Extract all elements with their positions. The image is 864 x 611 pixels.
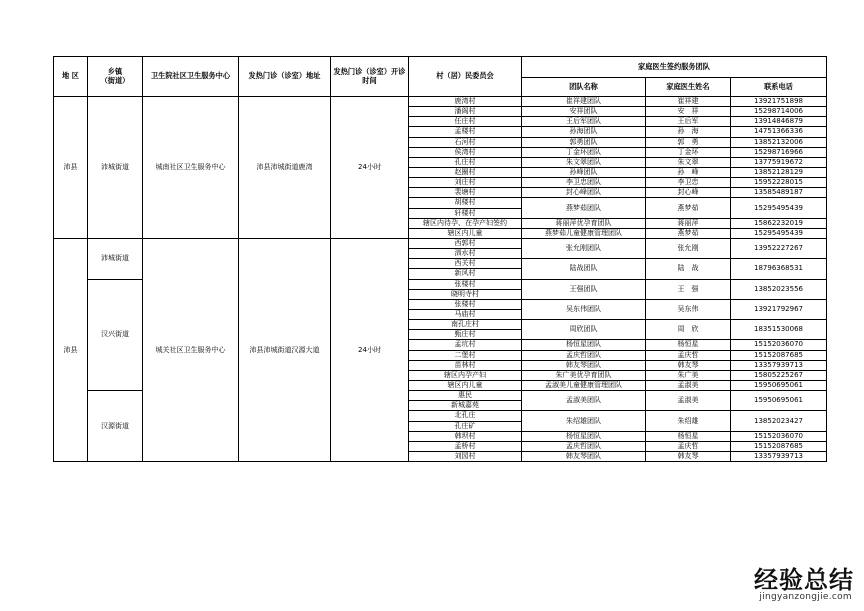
team-cell: 王强团队 [522,279,646,299]
center-cell: 城南社区卫生服务中心 [143,97,239,239]
phone-cell: 15152087685 [731,441,827,451]
village-cell: 任庄村 [409,117,522,127]
doctor-cell: 燕梦茹 [646,228,731,238]
phone-cell: 15950695061 [731,391,827,411]
phone-cell: 13775919672 [731,157,827,167]
phone-cell: 13921751898 [731,97,827,107]
doctor-cell: 杨恒星 [646,340,731,350]
village-cell: 侯湾村 [409,147,522,157]
doctor-cell: 孟庆哲 [646,350,731,360]
team-cell: 孙峰团队 [522,167,646,177]
team-cell: 韩友琴团队 [522,451,646,461]
header-clinic-hours: 发热门诊（诊室）开诊时间 [331,57,409,97]
team-cell: 朱文翠团队 [522,157,646,167]
phone-cell: 14751366336 [731,127,827,137]
village-cell: 赵圈村 [409,167,522,177]
team-cell: 封心峰团队 [522,188,646,198]
phone-cell: 13852023556 [731,279,827,299]
village-cell: 辖区内儿童 [409,380,522,390]
doctor-cell: 李卫忠 [646,178,731,188]
doctor-cell: 王 强 [646,279,731,299]
phone-cell: 13952227267 [731,238,827,258]
address-cell: 沛县沛城街道鹿湾 [239,97,331,239]
village-cell: 晓明寺村 [409,289,522,299]
header-region: 地 区 [54,57,88,97]
team-cell: 张允刚团队 [522,238,646,258]
doctor-cell: 孙 海 [646,127,731,137]
team-cell: 杨恒星团队 [522,431,646,441]
doctor-cell: 朱绍雄 [646,411,731,431]
team-cell: 朱广美优孕育团队 [522,370,646,380]
phone-cell: 18351530068 [731,320,827,340]
family-doctor-table [53,56,827,462]
village-cell: 刘园村 [409,451,522,461]
table-row [54,238,827,248]
doctor-cell: 孟淑美 [646,391,731,411]
watermark-url: jingyanzongjie.com [759,592,852,602]
phone-cell: 13852128129 [731,167,827,177]
address-cell: 沛县沛城街道汉源大道 [239,238,331,461]
team-cell: 郭勇团队 [522,137,646,147]
village-cell: 马庙村 [409,309,522,319]
phone-cell: 15952228015 [731,178,827,188]
table-row [54,97,827,107]
village-cell: 裴塘村 [409,188,522,198]
team-cell: 孙海团队 [522,127,646,137]
village-cell: 鹿湾村 [409,97,522,107]
doctor-cell: 丁金环 [646,147,731,157]
team-cell: 韩友琴团队 [522,360,646,370]
village-cell: 孔庄村 [409,157,522,167]
village-cell: 辖区内儿童 [409,228,522,238]
village-cell: 石河村 [409,137,522,147]
phone-cell: 13852132006 [731,137,827,147]
village-cell: 刘庄村 [409,178,522,188]
team-cell: 孟庆哲团队 [522,441,646,451]
doctor-cell: 郭 勇 [646,137,731,147]
village-cell: 二堡村 [409,350,522,360]
doctor-cell: 安 祥 [646,107,731,117]
village-cell: 孟楼村 [409,127,522,137]
village-cell: 胡楼村 [409,198,522,208]
village-cell: 苗林村 [409,360,522,370]
doctor-cell: 陆 战 [646,259,731,279]
township-cell: 汉源街道 [88,391,143,462]
village-cell: 南孔庄村 [409,320,522,330]
team-cell: 孟淑美团队 [522,391,646,411]
doctor-cell: 孟淑美 [646,380,731,390]
phone-cell: 15152036070 [731,340,827,350]
village-cell: 张楼村 [409,279,522,289]
team-cell: 陆战团队 [522,259,646,279]
village-cell: 泗水村 [409,249,522,259]
village-cell: 辖区内孕产妇 [409,370,522,380]
header-phone: 联系电话 [731,78,827,97]
header-doctor-name: 家庭医生姓名 [646,78,731,97]
center-cell: 城关社区卫生服务中心 [143,238,239,461]
doctor-cell: 朱文翠 [646,157,731,167]
village-cell: 孟桥村 [409,441,522,451]
township-cell: 沛城街道 [88,97,143,239]
doctor-cell: 张允刚 [646,238,731,258]
doctor-cell: 周 欣 [646,320,731,340]
phone-cell: 15298716966 [731,147,827,157]
team-cell: 安祥团队 [522,107,646,117]
team-cell: 李卫忠团队 [522,178,646,188]
team-cell: 燕梦茹团队 [522,198,646,218]
phone-cell: 15862232019 [731,218,827,228]
township-cell: 汉兴街道 [88,279,143,391]
phone-cell: 15295495439 [731,198,827,218]
doctor-cell: 崔祥建 [646,97,731,107]
village-cell: 轩楼村 [409,208,522,218]
doctor-cell: 孙 峰 [646,167,731,177]
header-clinic-address: 发热门诊（诊室）地址 [239,57,331,97]
village-cell: 孟坑村 [409,340,522,350]
watermark-title: 经验总结 [754,566,854,594]
doctor-cell: 杨恒星 [646,431,731,441]
village-cell: 新城嘉苑 [409,401,522,411]
region-cell: 沛县 [54,97,88,239]
phone-cell: 13585489187 [731,188,827,198]
team-cell: 崔祥建团队 [522,97,646,107]
team-cell: 孟庆哲团队 [522,350,646,360]
doctor-cell: 韩友琴 [646,451,731,461]
phone-cell: 13357939713 [731,360,827,370]
phone-cell: 18796368531 [731,259,827,279]
doctor-cell: 韩友琴 [646,360,731,370]
phone-cell: 15152036070 [731,431,827,441]
team-cell: 孟淑美儿童健康管理团队 [522,380,646,390]
team-cell: 蒋丽萍优孕育团队 [522,218,646,228]
region-cell: 沛县 [54,238,88,461]
village-cell: 惠民 [409,391,522,401]
village-cell: 新风村 [409,269,522,279]
doctor-cell: 蒋丽萍 [646,218,731,228]
phone-cell: 13914846879 [731,117,827,127]
village-cell: 辖区内待孕、在孕产妇签约 [409,218,522,228]
header-team-group: 家庭医生签约服务团队 [522,57,827,78]
phone-cell: 15295495439 [731,228,827,238]
phone-cell: 13921792967 [731,299,827,319]
phone-cell: 15805225267 [731,370,827,380]
team-cell: 朱绍雄团队 [522,411,646,431]
phone-cell: 13852023427 [731,411,827,431]
header-center: 卫生院社区卫生服务中心 [143,57,239,97]
hours-cell: 24小时 [331,97,409,239]
doctor-cell: 朱广美 [646,370,731,380]
village-cell: 韩坝村 [409,431,522,441]
watermark [730,560,856,606]
team-cell: 吴东伟团队 [522,299,646,319]
header-village: 村（居）民委员会 [409,57,522,97]
village-cell: 西郭村 [409,238,522,248]
village-cell: 潘阁村 [409,107,522,117]
header-township: 乡镇 （街道） [88,57,143,97]
village-cell: 西关村 [409,259,522,269]
doctor-cell: 燕梦茹 [646,198,731,218]
phone-cell: 15298714006 [731,107,827,117]
phone-cell: 15152087685 [731,350,827,360]
township-cell: 沛城街道 [88,238,143,279]
doctor-cell: 孟庆哲 [646,441,731,451]
village-cell: 孔庄矿 [409,421,522,431]
team-cell: 丁金环团队 [522,147,646,157]
doctor-cell: 封心峰 [646,188,731,198]
village-cell: 北孔庄 [409,411,522,421]
doctor-cell: 王后军 [646,117,731,127]
team-cell: 王后军团队 [522,117,646,127]
header-team-name: 团队名称 [522,78,646,97]
doctor-cell: 吴东伟 [646,299,731,319]
village-cell: 甄庄村 [409,330,522,340]
hours-cell: 24小时 [331,238,409,461]
phone-cell: 15950695061 [731,380,827,390]
team-cell: 周欣团队 [522,320,646,340]
village-cell: 张楼村 [409,299,522,309]
team-cell: 燕梦茹儿童健康管理团队 [522,228,646,238]
phone-cell: 13357939713 [731,451,827,461]
team-cell: 杨恒星团队 [522,340,646,350]
